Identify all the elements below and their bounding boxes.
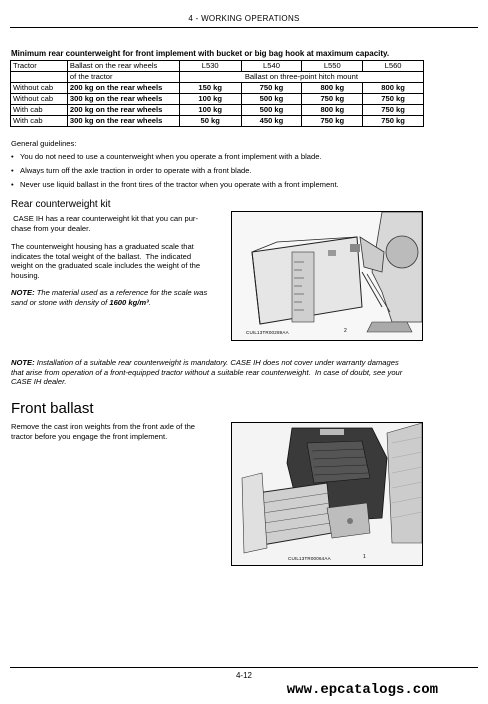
guideline-item [11, 152, 322, 161]
cell-value: 750 kg [241, 83, 302, 94]
cell-tractor: With cab [11, 116, 68, 127]
warning-note [11, 358, 481, 387]
cell-rear: 300 kg on the rear wheels [67, 94, 179, 105]
cell-rear: 200 kg on the rear wheels [67, 105, 179, 116]
watermark: www.epcatalogs.com [286, 682, 438, 698]
figure-number: 2 [344, 328, 347, 334]
header-model: L550 [302, 61, 363, 72]
note-density: 1600 kg/m³ [109, 297, 149, 307]
figure-code: CUIL13TR00064AA [288, 556, 331, 561]
page-header: 4 - WORKING OPERATIONS [188, 14, 300, 23]
figure-code: CUIL13TR00289AA [246, 330, 289, 335]
cell-value: 100 kg [179, 94, 241, 105]
warning-text: CASE IH dealer. [11, 377, 67, 387]
rear-kit-p2-line: The counterweight housing has a graduated scale that [11, 242, 194, 251]
cell-tractor: Without cab [11, 83, 68, 94]
note-label: NOTE: [11, 288, 35, 297]
rear-kit-p2 [11, 242, 200, 280]
bullet-icon: • [11, 180, 14, 189]
rear-kit-p2-line: indicates the total weight of the ballast. The indicated [11, 251, 192, 261]
rear-kit-p2-line: weight on the graduated scale includes the weight of the [11, 261, 201, 271]
note-text: sand or stone with density of [11, 297, 110, 307]
page-number: 4-12 [235, 671, 252, 680]
front-ballast-heading: Front ballast [11, 400, 94, 417]
table-row [11, 83, 424, 94]
header-hitch: Ballast on three-point hitch mount [179, 72, 423, 83]
cell-value: 500 kg [241, 94, 302, 105]
cell-value: 750 kg [302, 116, 363, 127]
table-row [11, 105, 424, 116]
table-header-row [11, 61, 424, 72]
warning-text: Installation of a suitable rear counterweight is mandatory. CASE IH does not cover under warranty damages [34, 358, 399, 367]
header-rule [10, 27, 478, 28]
front-ballast-line: Remove the cast iron weights from the front axle of the [11, 422, 196, 431]
cell-value: 100 kg [179, 105, 241, 116]
rear-kit-p1 [11, 214, 198, 233]
front-ballast-figure [231, 422, 423, 566]
guidelines-heading: General guidelines: [11, 139, 77, 148]
bullet-icon: • [11, 152, 14, 161]
guideline-text: Always turn off the axle traction in order to operate with a front blade. [20, 166, 252, 175]
cell-value: 450 kg [241, 116, 302, 127]
guideline-text: Never use liquid ballast in the front tires of the tractor when you operate with a front implement. [20, 180, 339, 189]
front-ballast-line: tractor before you engage the front implement. [11, 431, 168, 441]
note-label: NOTE: [11, 358, 35, 367]
footer-rule [10, 667, 478, 668]
counterweight-table [10, 60, 424, 127]
header-model: L540 [241, 61, 302, 72]
note-text: . [148, 297, 151, 307]
table-title: Minimum rear counterweight for front implement with bucket or big bag hook at maximum capacity. [11, 49, 390, 58]
header-model: L530 [179, 61, 241, 72]
cell-value: 150 kg [179, 83, 241, 94]
guideline-item [11, 166, 252, 175]
cell-tractor: Without cab [11, 94, 68, 105]
front-weights-illustration-icon [232, 423, 422, 565]
counterweight-figure [231, 211, 423, 341]
cell-rear: 200 kg on the rear wheels [67, 83, 179, 94]
header-ballast-line2: of the tractor [67, 72, 179, 83]
cell-value: 800 kg [302, 105, 363, 116]
figure-number: 1 [363, 554, 366, 560]
rear-kit-heading: Rear counterweight kit [11, 199, 111, 210]
cell-value: 500 kg [241, 105, 302, 116]
header-model: L560 [363, 61, 424, 72]
warning-text: that arise from operation of a front-equipped tractor without a suitable rear counterweight. In case of doubt, see your [11, 367, 403, 377]
table-row [11, 116, 424, 127]
cell-value: 750 kg [363, 116, 424, 127]
rear-kit-p1-line: CASE IH has a rear counterweight kit that you can pur- [11, 214, 198, 223]
table-subheader-row [11, 72, 424, 83]
table-row [11, 94, 424, 105]
cell-value: 800 kg [302, 83, 363, 94]
header-empty [11, 72, 68, 83]
cell-value: 50 kg [179, 116, 241, 127]
header-tractor: Tractor [11, 61, 68, 72]
header-ballast-line1: Ballast on the rear wheels [67, 61, 179, 72]
front-ballast-text [11, 422, 195, 441]
note-text: The material used as a reference for the scale was [34, 288, 208, 297]
rear-kit-p1-line: chase from your dealer. [11, 223, 91, 233]
counterweight-illustration-icon [232, 212, 422, 340]
guideline-text: You do not need to use a counterweight when you operate a front implement with a blade. [20, 152, 322, 161]
cell-rear: 300 kg on the rear wheels [67, 116, 179, 127]
rear-kit-p2-line: housing. [11, 270, 40, 280]
bullet-icon: • [11, 166, 14, 175]
cell-tractor: With cab [11, 105, 68, 116]
cell-value: 750 kg [363, 94, 424, 105]
cell-value: 800 kg [363, 83, 424, 94]
rear-kit-note [11, 288, 207, 307]
guideline-item [11, 180, 339, 189]
cell-value: 750 kg [363, 105, 424, 116]
cell-value: 750 kg [302, 94, 363, 105]
